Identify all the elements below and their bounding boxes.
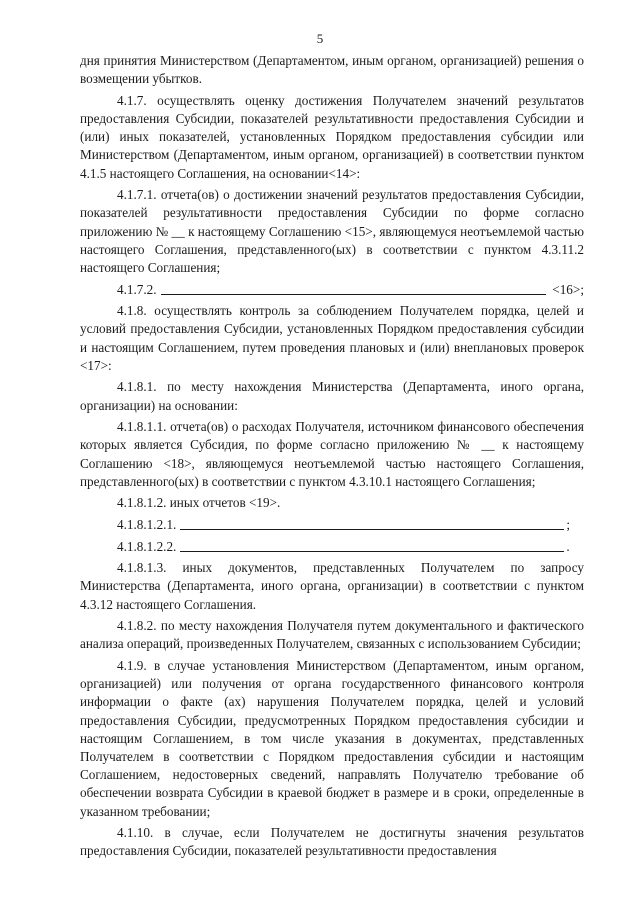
fill-line-tail: ; [566,516,571,532]
document-body [80,52,584,864]
fill-line-label: 4.1.8.1.2.2. [117,538,177,554]
paragraph-4-1-8-2: 4.1.8.2. по месту нахождения Получателя путем документального и фактического анализа операций, произведенных Получателем, связанных с использованием Субсидии; [80,618,584,652]
paragraph-4-1-9: 4.1.9. в случае установления Министерством (Департаментом, иным органом, организацией) или получения от органа государственного финансового контроля информации о факте (ах) нарушения Получателем порядка, целей и условий предоставления Субсидии, предусмотренных Порядком предоставления субсидии и настоящим Соглашением, в том числе указания в документах, представленных Получателем в соответствии с Порядком предоставления субсидии и настоящим Соглашением, недостоверных сведений, направлять Получателю требование об обеспечении возврата Субсидии в краевой бюджет в размере и в сроки, определенные в указанном требовании; [80,657,584,819]
fill-line-4-1-8-1-2-1 [80,516,584,534]
blank-underline [180,529,564,530]
blank-underline [161,294,547,295]
fill-line-tail: <16>; [552,281,584,297]
fill-line-4-1-8-1-2-2 [80,538,584,556]
page-number: 5 [316,31,324,46]
paragraph-4-1-10: 4.1.10. в случае, если Получателем не достигнуты значения результатов предоставления Субсидии, показателей результативности предоставления [80,825,584,859]
paragraph-4-1-8-1-1: 4.1.8.1.1. отчета(ов) о расходах Получателя, источником финансового обеспечения которых является Субсидия, по форме согласно приложению № __ к настоящему Соглашению <18>, являющемуся неотъемлемой частью настоящего Соглашения, представленного(ых) в соответствии с пунктом 4.3.10.1 настоящего Соглашения; [80,419,584,489]
fill-line-tail: . [566,538,570,554]
fill-line-4-1-7-2 [80,281,584,299]
paragraph-continuation: дня принятия Министерством (Департаментом, иным органом, организацией) решения о возмещении убытков. [80,53,584,87]
paragraph-4-1-8-1: 4.1.8.1. по месту нахождения Министерства (Департамента, иного органа, организации) на основании: [80,379,584,413]
fill-line-label: 4.1.7.2. [117,281,157,297]
paragraph-4-1-7: 4.1.7. осуществлять оценку достижения Получателем значений результатов предоставления Субсидии, показателей результативности предоставления Субсидии и (или) иных показателей, установленных Порядком предоставления субсидии или Министерством (Департаментом, иным органом, организацией) в соответствии пунктом 4.1.5 настоящего Соглашения, на основании<14>: [80,92,584,181]
paragraph-4-1-8-1-2: 4.1.8.1.2. иных отчетов <19>. [117,495,281,511]
paragraph-4-1-7-1: 4.1.7.1. отчета(ов) о достижении значений результатов предоставления Субсидии, показателей результативности предоставления Субсидии по форме согласно приложению № __ к настоящему Соглашению <15>, являющемуся неотъемлемой частью настоящего Соглашения, представленного(ых) в соответствии с пунктом 4.3.11.2 настоящего Соглашения; [80,187,584,276]
paragraph-4-1-8: 4.1.8. осуществлять контроль за соблюдением Получателем порядка, целей и условий предоставления Субсидии, установленных Порядком предоставления субсидии и настоящим Соглашением, путем проведения плановых и (или) внеплановых проверок <17>: [80,303,584,373]
blank-underline [180,551,564,552]
paragraph-4-1-8-1-3: 4.1.8.1.3. иных документов, представленных Получателем по запросу Министерства (Департамента, иного органа, организации) в соответствии с пунктом 4.3.12 настоящего Соглашения. [80,560,584,612]
fill-line-label: 4.1.8.1.2.1. [117,516,177,532]
